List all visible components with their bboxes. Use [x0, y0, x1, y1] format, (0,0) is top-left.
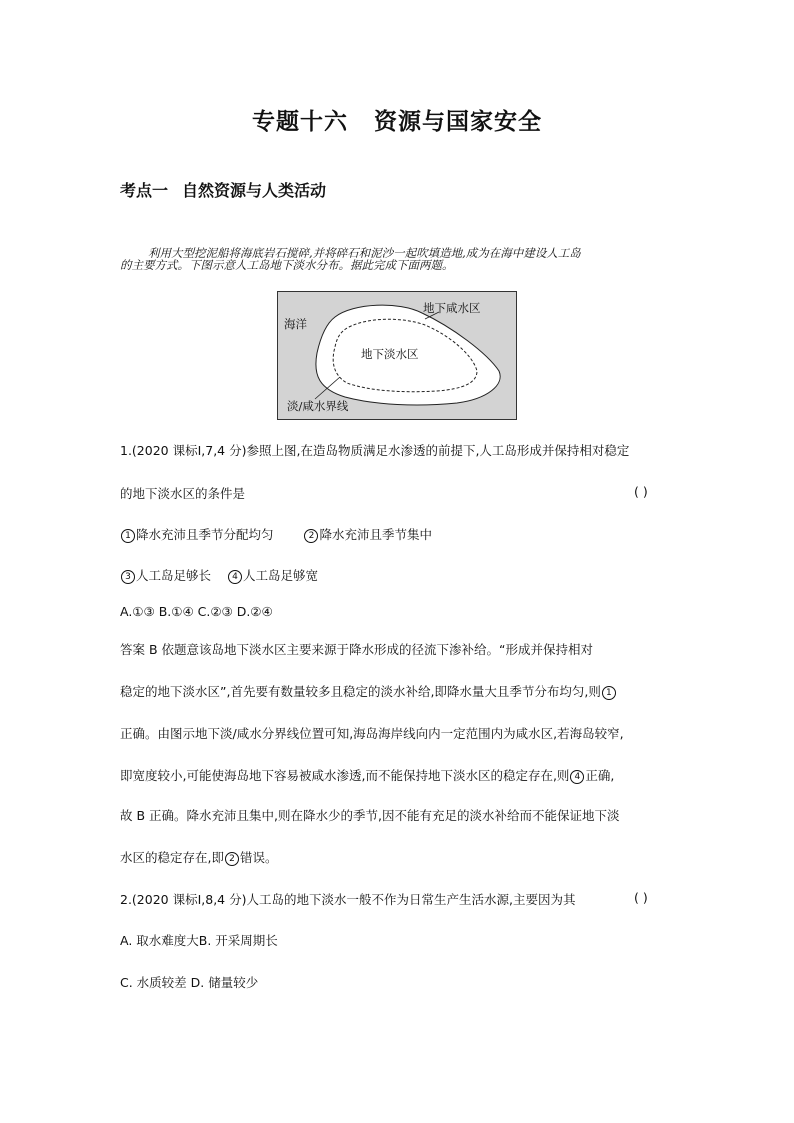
intro-line-2: 的主要方式。下图示意人工岛地下淡水分布。据此完成下面两题。: [120, 258, 454, 272]
q2-options-cd: C. 水质较差 D. 储量较少: [120, 975, 259, 990]
q1-answer-line-6: 水区的稳定存在,即 2 错误。: [120, 850, 278, 865]
q1-line-1: 1.(2020 课标Ⅰ,7,4 分)参照上图,在造岛物质满足水渗透的前提下,人工岛形成并保持相对稳定: [120, 443, 630, 458]
salt-water-label: 地下咸水区: [423, 301, 481, 315]
q2-line-1: 2.(2020 课标Ⅰ,8,4 分)人工岛的地下淡水一般不作为日常生产生活水源,主要因为其: [120, 892, 576, 907]
page-title: 专题十六 资源与国家安全: [252, 109, 542, 135]
island-groundwater-figure: [277, 291, 517, 420]
section-heading: 考点一 自然资源与人类活动: [120, 181, 327, 200]
circled-2-ref: 2: [225, 852, 239, 866]
q1-choices: A.①③ B.①④ C.②③ D.②④: [120, 604, 273, 619]
circled-4-ref: 4: [570, 770, 584, 784]
circled-2: 2: [304, 529, 318, 543]
q2-options-ab: A. 取水难度大B. 开采周期长: [120, 933, 278, 948]
fresh-water-label: 地下淡水区: [361, 347, 419, 361]
q1-options-row-1: 1 降水充沛且季节分配均匀 2 降水充沛且季节集中: [120, 525, 432, 543]
q1-options-row-2: 3 人工岛足够长 4 人工岛足够宽: [120, 566, 318, 584]
circled-1: 1: [121, 529, 135, 543]
q1-answer-line-3: 正确。由图示地下淡/咸水分界线位置可知,海岛海岸线向内一定范围内为咸水区,若海岛较窄,: [120, 726, 624, 741]
q1-answer-line-2: 稳定的地下淡水区”,首先要有数量较多且稳定的淡水补给,即降水量大且季节分布均匀,则 1: [120, 682, 617, 700]
q1-answer-line-4: 即宽度较小,可能使海岛地下容易被咸水渗透,而不能保持地下淡水区的稳定存在,则 4 正确,: [120, 768, 615, 783]
q1-answer-line-5: 故 B 正确。降水充沛且集中,则在降水少的季节,因不能有充足的淡水补给而不能保证地下淡: [120, 808, 620, 823]
circled-3: 3: [121, 570, 135, 584]
q1-answer-line-1: 答案 B 依题意该岛地下淡水区主要来源于降水形成的径流下渗补给。“形成并保持相对: [120, 642, 593, 657]
circled-1-ref: 1: [602, 686, 616, 700]
boundary-label: 淡/咸水界线: [287, 399, 349, 413]
q2-answer-paren: ( ): [634, 890, 648, 905]
intro-line-1: 利用大型挖泥船将海底岩石搅碎,并将碎石和泥沙一起吹填造地,成为在海中建设人工岛: [148, 246, 581, 260]
circled-4: 4: [228, 570, 242, 584]
ocean-label: 海洋: [284, 317, 307, 331]
q1-line-2: 的地下淡水区的条件是: [120, 486, 246, 501]
q1-answer-paren: ( ): [634, 484, 648, 499]
